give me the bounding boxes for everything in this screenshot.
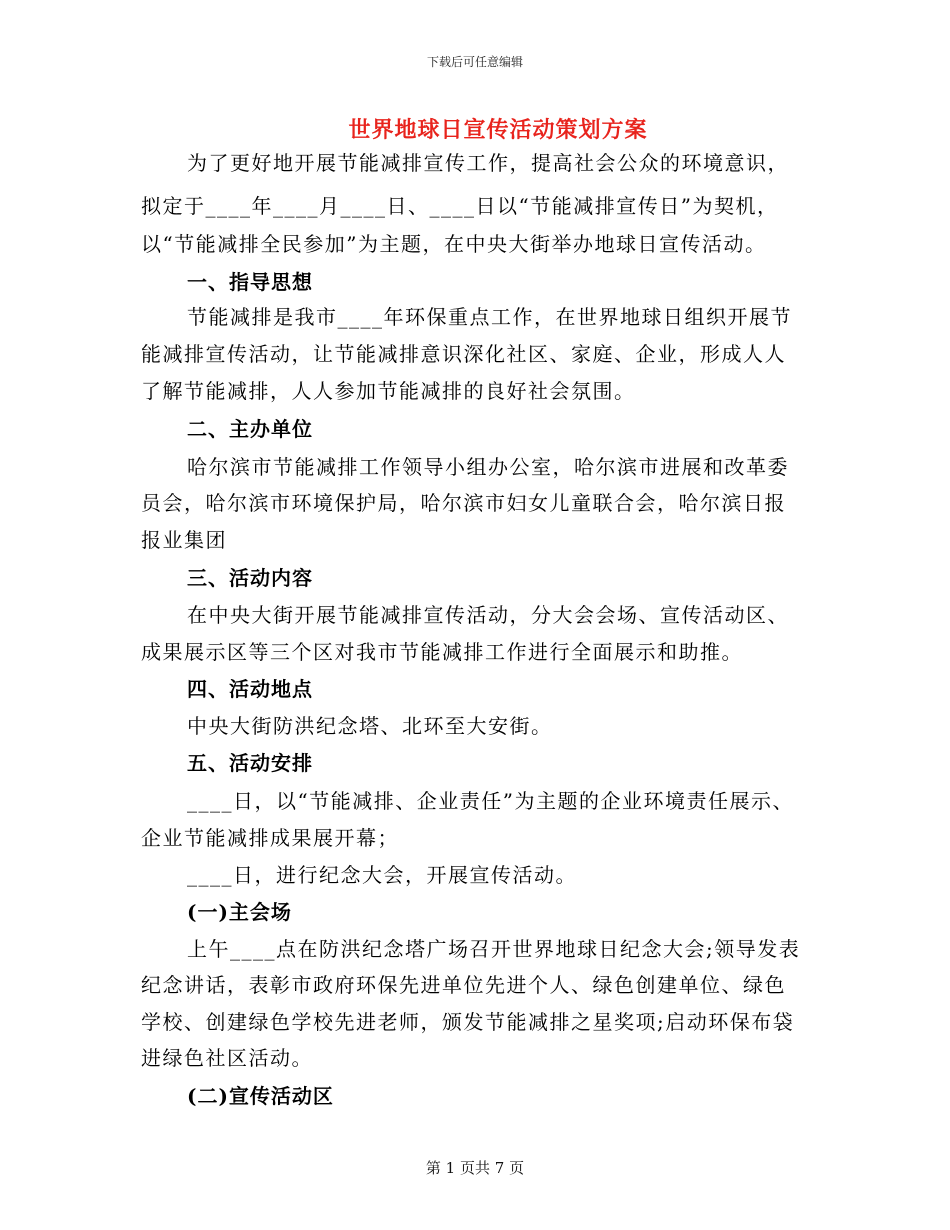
paragraph-line: 学校、创建绿色学校先进老师，颁发节能减排之星奖项;启动环保布袋 (141, 1010, 795, 1034)
paragraph-line: 能减排宣传活动，让节能减排意识深化社区、家庭、企业，形成人人 (141, 342, 786, 366)
document-title: 世界地球日宣传活动策划方案 (348, 117, 648, 143)
page-number: 第 1 页共 7 页 (425, 1159, 525, 1177)
section-heading: (二)宣传活动区 (187, 1084, 334, 1108)
header-note: 下载后可任意编辑 (426, 55, 523, 69)
paragraph-line: 以“节能减排全民参加”为主题，在中央大街举办地球日宣传活动。 (141, 232, 767, 256)
paragraph-line: 了解节能减排，人人参加节能减排的良好社会氛围。 (141, 379, 636, 403)
section-heading: 三、活动内容 (187, 566, 313, 590)
paragraph-line: 员会，哈尔滨市环境保护局，哈尔滨市妇女儿童联合会，哈尔滨日报 (141, 491, 786, 515)
paragraph-line: 在中央大街开展节能减排宣传活动，分大会会场、宣传活动区、 (187, 603, 789, 627)
paragraph-line: ____日，进行纪念大会，开展宣传活动。 (187, 863, 577, 887)
paragraph-line: 哈尔滨市节能减排工作领导小组办公室，哈尔滨市进展和改革委 (187, 455, 789, 479)
paragraph-line: 中央大街防洪纪念塔、北环至大安街。 (187, 714, 553, 738)
section-heading: (一)主会场 (187, 900, 292, 924)
paragraph-line: 节能减排是我市____年环保重点工作，在世界地球日组织开展节 (187, 305, 792, 329)
paragraph-line: 进绿色社区活动。 (141, 1046, 313, 1070)
section-heading: 二、主办单位 (187, 417, 313, 441)
paragraph-line: 纪念讲话，表彰市政府环保先进单位先进个人、绿色创建单位、绿色 (141, 973, 786, 997)
section-heading: 五、活动安排 (187, 751, 313, 775)
paragraph-line: 企业节能减排成果展开幕； (141, 826, 399, 850)
paragraph-line: 报业集团 (141, 528, 227, 552)
paragraph-line: 上午____点在防洪纪念塔广场召开世界地球日纪念大会;领导发表 (187, 937, 801, 961)
paragraph-line: 成果展示区等三个区对我市节能减排工作进行全面展示和助推。 (141, 640, 743, 664)
section-heading: 一、指导思想 (187, 270, 313, 294)
paragraph-line: ____日，以“节能减排、企业责任”为主题的企业环境责任展示、 (187, 789, 794, 813)
paragraph-line: 为了更好地开展节能减排宣传工作，提高社会公众的环境意识， (187, 151, 789, 175)
paragraph-line: 拟定于____年____月____日、____日以“节能减排宣传日”为契机， (141, 194, 779, 218)
section-heading: 四、活动地点 (187, 677, 313, 701)
